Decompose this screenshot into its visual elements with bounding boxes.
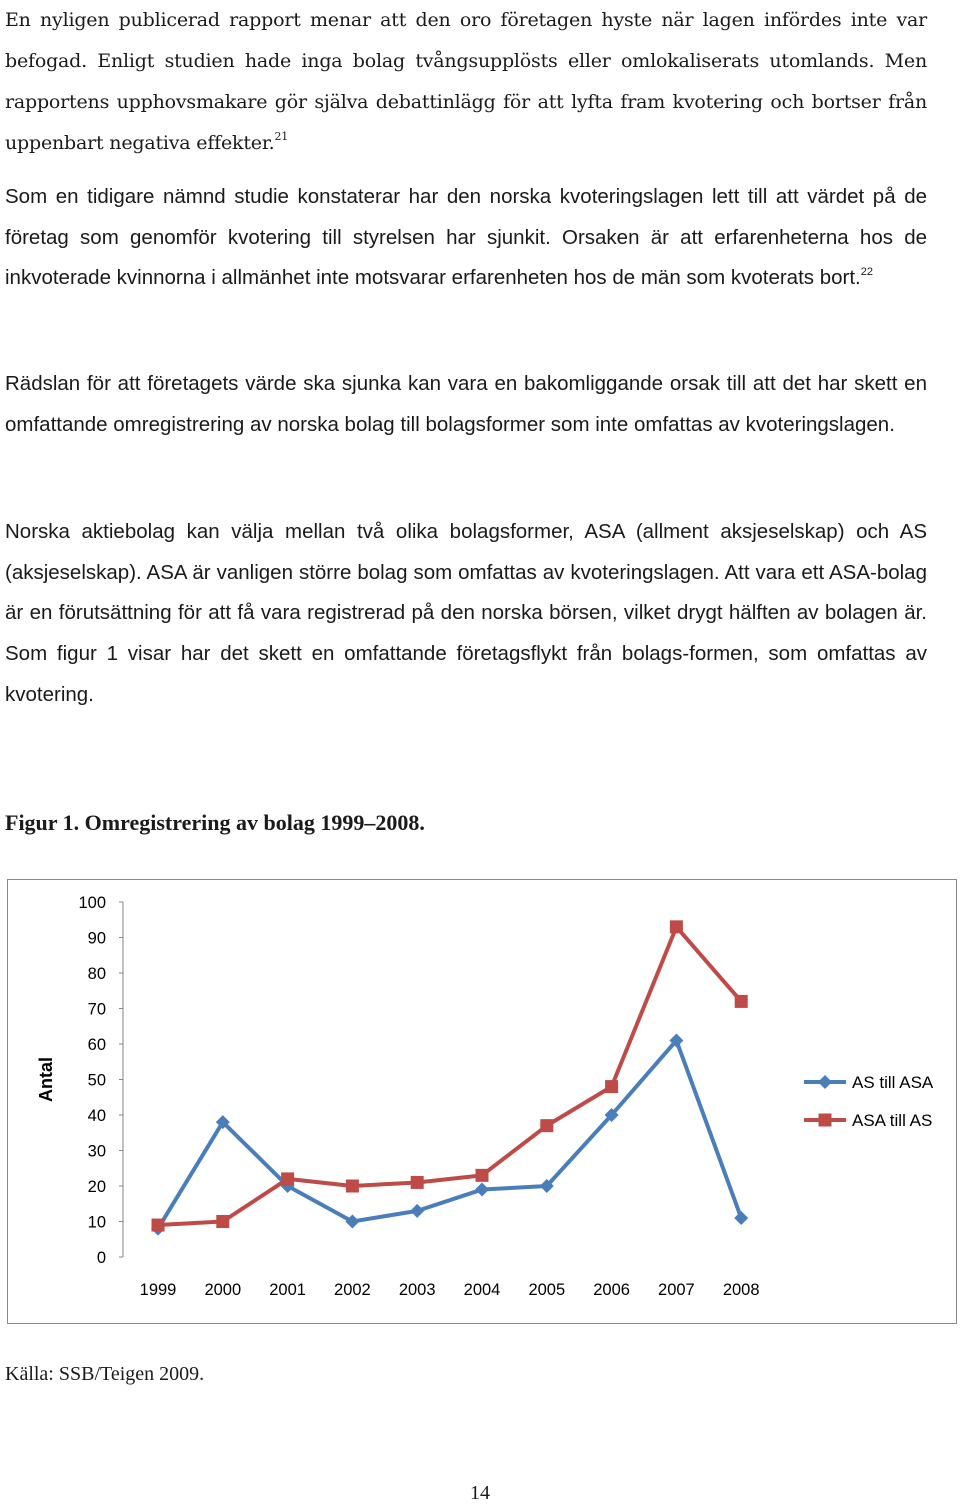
footnote-ref-22[interactable]: 22 — [860, 266, 873, 279]
legend-marker-diamond — [818, 1075, 832, 1089]
y-tick-label: 50 — [87, 1071, 106, 1090]
footnote-ref-21[interactable]: 21 — [274, 130, 289, 143]
x-tick-label: 2000 — [204, 1281, 242, 1299]
paragraph-1 — [5, 0, 927, 164]
series-2-point — [216, 1215, 229, 1228]
y-axis-title: Antal — [36, 1057, 56, 1102]
series-2-point — [540, 1119, 553, 1132]
series-2-point — [346, 1180, 359, 1193]
series-line-1 — [158, 1040, 741, 1228]
x-tick-label: 2002 — [334, 1281, 371, 1299]
figure-title: Figur 1. Omregistrering av bolag 1999–2008. — [5, 810, 425, 835]
series-2-point — [411, 1176, 424, 1189]
chart-frame — [7, 879, 957, 1324]
series-line-2 — [158, 927, 741, 1225]
paragraph-2-text: Som en tidigare nämnd studie konstaterar har den norska kvoteringslagen lett till att värdet på de företag som genomför kvotering till styrelsen har sjunkit. Orsaken är att erfarenheterna hos de inkvoterade kvinnorna i allmänhet inte motsvarar erfarenheten hos de män som kvoterats bort. — [5, 185, 927, 290]
series-2-point — [735, 995, 748, 1008]
y-tick-label: 60 — [87, 1036, 106, 1054]
series-2-point — [605, 1080, 618, 1093]
paragraph-4-text: Norska aktiebolag kan välja mellan två olika bolagsformer, ASA (allment aksjeselskap) och AS (aksjeselskap). ASA är vanligen större bolag som omfattas av kvoteringslagen. Att vara ett ASA-bolag är en förutsättning för att få vara registrerad på den norska börsen, vilket drygt hälften av bolagen är. Som figur 1 visar har det skett en omfattande företagsflykt från bolags-formen, som omfattas av kvotering. — [5, 520, 927, 706]
paragraph-4 — [5, 512, 927, 716]
y-tick-label: 80 — [87, 965, 106, 983]
paragraph-3 — [5, 364, 927, 445]
x-tick-label: 2004 — [463, 1281, 501, 1299]
x-tick-label: 2001 — [269, 1281, 306, 1299]
y-tick-label: 40 — [87, 1107, 106, 1125]
x-tick-label: 2003 — [398, 1281, 436, 1299]
y-tick-label: 90 — [87, 929, 106, 948]
x-tick-label: 2006 — [593, 1281, 630, 1299]
y-tick-label: 0 — [96, 1249, 106, 1267]
x-tick-label: 2005 — [528, 1281, 566, 1299]
paragraph-3-text: Rädslan för att företagets värde ska sjunka kan vara en bakomliggande orsak till att det har skett en omfattande omregistrering av norska bolag till bolagsformer som inte omfattas av kvoteringslagen. — [5, 372, 927, 436]
y-tick-label: 70 — [87, 1000, 106, 1019]
series-2-point — [281, 1172, 294, 1185]
line-chart — [8, 880, 956, 1323]
x-tick-label: 1999 — [139, 1281, 177, 1299]
legend-marker-square — [819, 1114, 832, 1127]
series-2-point — [476, 1169, 489, 1182]
series-2-point — [152, 1219, 165, 1232]
series-1-point — [734, 1211, 748, 1225]
legend-label-1: AS till ASA — [852, 1073, 934, 1092]
y-tick-label: 20 — [87, 1178, 106, 1196]
page-number: 14 — [470, 1482, 490, 1504]
paragraph-2 — [5, 177, 927, 299]
series-2-point — [670, 920, 683, 933]
series-1-point — [475, 1183, 489, 1197]
x-tick-label: 2007 — [658, 1281, 695, 1299]
figure-source: Källa: SSB/Teigen 2009. — [5, 1363, 205, 1385]
paragraph-1-text: En nyligen publicerad rapport menar att den oro företagen hyste när lagen infördes inte var befogad. Enligt studien hade inga bolag tvångsupplösts eller omlokaliserats utomlands. Men rapportens upphovsmakare gör själva debattinlägg för att lyfta fram kvotering och bortser från uppenbart negativa effekter. — [5, 9, 927, 154]
legend-label-2: ASA till AS — [852, 1111, 933, 1130]
y-tick-label: 30 — [87, 1142, 106, 1161]
y-tick-label: 100 — [78, 894, 106, 912]
x-tick-label: 2008 — [722, 1281, 760, 1299]
series-1-point — [410, 1204, 424, 1218]
y-tick-label: 10 — [87, 1213, 106, 1232]
